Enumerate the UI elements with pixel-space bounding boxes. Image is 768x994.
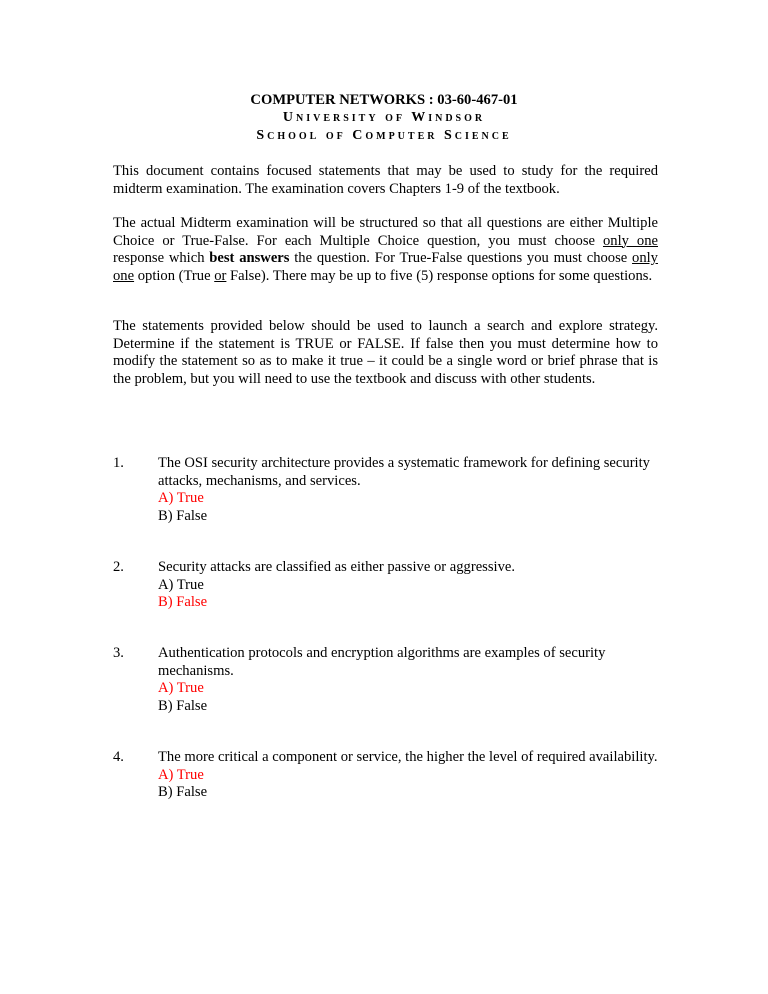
option-a: A) True [158,680,204,697]
option-b: B) False [158,697,208,714]
option-a: A) True [158,490,204,507]
question-1 [113,455,673,525]
school-name: School of Computer Science [256,127,512,143]
intro-p2-text-4: option (True [134,267,215,284]
question-2 [113,559,673,612]
intro-paragraph-1: This document contains focused statements that may be used to study for the required midterm examination. The examination covers Chapters 1-9 of the textbook. [113,163,658,197]
course-title: COMPUTER NETWORKS : 03-60-467-01 [250,92,518,108]
answer-options [158,490,673,525]
intro-p2-underline-1: only one [602,232,658,249]
intro-paragraph-2 [113,215,658,285]
option-a: A) True [158,766,204,783]
intro-p2-text-3: the question. For True-False questions you must choose [289,250,633,267]
question-text: Authentication protocols and encryption algorithms are examples of security mechanisms. [158,645,606,679]
question-4 [113,749,673,802]
question-text: Security attacks are classified as either passive or aggressive. [158,559,516,575]
question-number: 2. [113,559,124,575]
question-text: The more critical a component or service, the higher the level of required availability. [158,749,658,765]
question-3 [113,645,673,715]
option-b: B) False [158,507,208,524]
answer-options [158,680,673,715]
intro-p2-underline-3: or [214,267,227,284]
intro-p2-text-5: False). There may be up to five (5) response options for some questions. [226,267,653,284]
answer-options [158,767,673,802]
option-b: B) False [158,594,208,611]
option-a: A) True [158,576,204,593]
question-text: The OSI security architecture provides a systematic framework for defining security attacks, mechanisms, and services. [158,455,650,489]
intro-p2-text-1: The actual Midterm examination will be structured so that all questions are either Multiple Choice or True-False. For each Multiple Choice question, you must choose [113,215,658,249]
question-number: 1. [113,455,124,471]
intro-p2-bold-1: best answers [209,250,290,267]
intro-paragraph-3: The statements provided below should be used to launch a search and explore strategy. Determine if the statement is TRUE or FALSE. If false then you must determine how to modify the statement so as to make it true – it could be a single word or brief phrase that is the problem, but you will need to use the textbook and discuss with other students. [113,318,658,387]
intro-p2-underline-2: only one [113,250,658,284]
option-b: B) False [158,784,208,801]
answer-options [158,577,673,612]
university-name: University of Windsor [282,110,486,125]
document-header [0,92,768,144]
question-number: 4. [113,749,124,765]
intro-p2-text-2: response which [113,250,210,267]
question-number: 3. [113,645,124,661]
